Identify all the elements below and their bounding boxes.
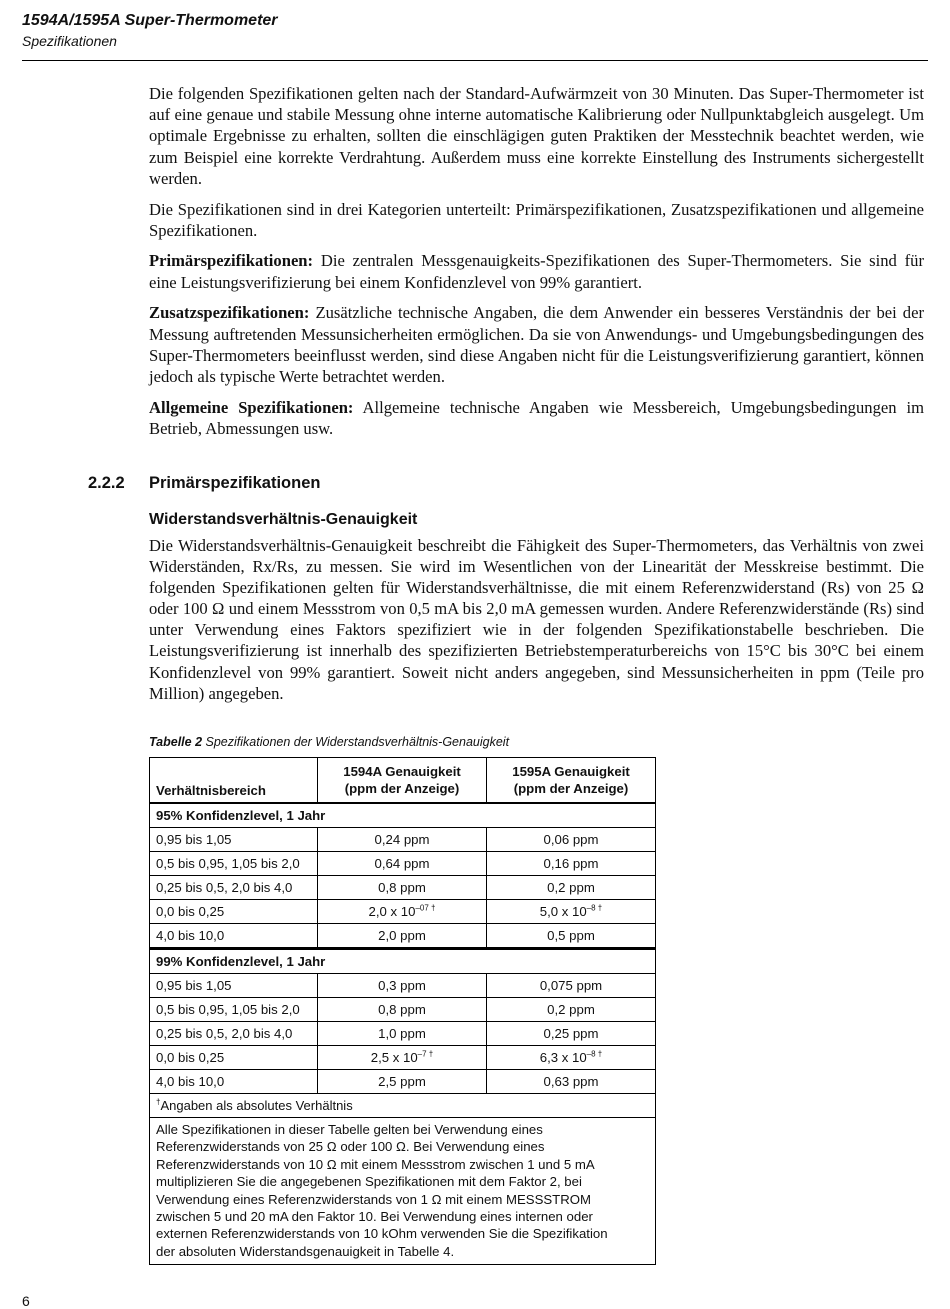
table-row [150, 974, 656, 998]
note-line: Referenzwiderstands von 10 Ω mit einem Messstrom zwischen 1 und 5 mA [156, 1156, 595, 1172]
section-heading [88, 472, 320, 494]
value-cell: 0,16 ppm [487, 852, 656, 876]
section-title: Primärspezifikationen [149, 474, 321, 492]
range-cell: 0,95 bis 1,05 [150, 828, 318, 852]
table-row [150, 1046, 656, 1070]
table-row [150, 924, 656, 949]
section-text [149, 535, 924, 704]
table-row [150, 876, 656, 900]
table-row [150, 1070, 656, 1094]
note-line: der absoluten Widerstandsgenauigkeit in Tabelle 4. [156, 1243, 455, 1259]
value-cell: 0,075 ppm [487, 974, 656, 998]
footnote-mark: † [156, 1097, 161, 1107]
spec-table [149, 757, 656, 1265]
value-cell: 0,64 ppm [318, 852, 487, 876]
section-paragraph: Die Widerstandsverhältnis-Genauigkeit beschreibt die Fähigkeit des Super-Thermometers, das Verhältnis von zwei Widerständen, Rx/Rs, zu messen. Sie wird im Wesentlichen von der Linearität der Messkreise bestimmt. Die folgenden Spezifikationen gelten für Widerstandsverhältnisse, die mit einem Referenzwiderstand (Rs) von 25 Ω oder 100 Ω und einem Messstrom von 0,5 mA bis 2,0 mA gemessen wurden. Andere Referenzwiderstände (Rs) sind unter Verwendung eines Faktors spezifiziert wie in der folgenden Spezifikationstabelle beschrieben. Die Leistungsverifizierung ist innerhalb des spezifizierten Betriebstemperaturbereichs von 15°C bis 30°C bei einem Konfidenzlevel von 99% garantiert. Soweit nicht anders angegeben, sind Messunsicherheiten in ppm (Teile pro Million) angegeben. [149, 536, 924, 703]
group-label: 95% Konfidenzlevel, 1 Jahr [150, 803, 656, 828]
note-line: zwischen 5 und 20 mA den Faktor 10. Bei Verwendung eines internen oder [156, 1209, 593, 1225]
value-cell [318, 900, 487, 924]
table-note [150, 1118, 656, 1265]
value-cell: 0,2 ppm [487, 998, 656, 1022]
term-label: Primärspezifikationen: [149, 251, 314, 271]
table-row [150, 998, 656, 1022]
table-row [150, 852, 656, 876]
caption-label: Tabelle 2 [149, 735, 203, 749]
intro-paragraph [149, 302, 924, 387]
table-row [150, 1022, 656, 1046]
value-exponent: –8 † [586, 903, 603, 913]
subsection-heading: Widerstandsverhältnis-Genauigkeit [149, 511, 418, 528]
value-cell [487, 1046, 656, 1070]
section-number: 2.2.2 [88, 474, 125, 492]
column-header-line: 1595A Genauigkeit [512, 764, 630, 779]
value-exponent: –8 † [586, 1049, 603, 1059]
term-text: Zusätzliche technische Angaben, die dem Anwender ein besseres Verständnis der bei der Messung auftretenden Messunsicherheiten ermöglichen. Da sie von Anwendungs- und Umgebungsbedingungen des Super-Thermometers beeinflusst werden, sind diese Angaben nicht für die Leistungsverifizierung garantiert, können jedoch als typische Werte betrachtet werden. [149, 303, 924, 386]
value-base: 2,0 x 10 [368, 904, 416, 919]
note-line: Referenzwiderstands von 25 Ω oder 100 Ω. Bei Verwendung eines [156, 1139, 545, 1155]
value-base: 6,3 x 10 [539, 1050, 587, 1065]
intro-paragraph [149, 250, 924, 292]
intro-paragraph [149, 397, 924, 439]
value-cell: 0,2 ppm [487, 876, 656, 900]
header-subtitle: Spezifikationen [22, 33, 117, 49]
value-cell [487, 900, 656, 924]
term-label: Allgemeine Spezifikationen: [149, 397, 354, 417]
footnote-row [150, 1094, 656, 1118]
column-header [318, 758, 487, 804]
range-cell: 0,0 bis 0,25 [150, 1046, 318, 1070]
group-label: 99% Konfidenzlevel, 1 Jahr [150, 949, 656, 974]
value-cell: 2,5 ppm [318, 1070, 487, 1094]
column-header [487, 758, 656, 804]
range-cell: 0,95 bis 1,05 [150, 974, 318, 998]
intro-paragraph: Die folgenden Spezifikationen gelten nach der Standard-Aufwärmzeit von 30 Minuten. Das Super-Thermometer ist auf eine genaue und stabile Messung ohne interne automatische Kalibrierung oder Nullpunktabgleich ausgelegt. Um optimale Ergebnisse zu erhalten, sollten die einschlägigen guten Praktiken der Messtechnik beachtet werden, wie zum Beispiel eine korrekte Verdrahtung. Außerdem muss eine korrekte Einstellung des Instruments sichergestellt werden. [149, 84, 924, 188]
value-cell: 1,0 ppm [318, 1022, 487, 1046]
value-base: 2,5 x 10 [370, 1050, 418, 1065]
table-caption [149, 734, 509, 750]
table-row [150, 828, 656, 852]
range-cell: 0,25 bis 0,5, 2,0 bis 4,0 [150, 1022, 318, 1046]
note-line: multiplizieren Sie die angegebenen Spezifikationen mit dem Faktor 2, bei [156, 1174, 582, 1190]
intro-paragraph: Die Spezifikationen sind in drei Kategorien unterteilt: Primärspezifikationen, Zusatzspezifikationen und allgemeine Spezifikationen. [149, 199, 924, 240]
value-cell: 0,63 ppm [487, 1070, 656, 1094]
range-cell: 0,5 bis 0,95, 1,05 bis 2,0 [150, 852, 318, 876]
value-cell: 0,8 ppm [318, 876, 487, 900]
intro-text [149, 83, 924, 449]
range-cell: 0,5 bis 0,95, 1,05 bis 2,0 [150, 998, 318, 1022]
range-cell: 0,25 bis 0,5, 2,0 bis 4,0 [150, 876, 318, 900]
caption-text: Spezifikationen der Widerstandsverhältnis-Genauigkeit [202, 735, 510, 749]
page-number: 6 [22, 1293, 30, 1309]
group-row [150, 803, 656, 828]
value-cell: 2,0 ppm [318, 924, 487, 949]
note-line: Alle Spezifikationen in dieser Tabelle gelten bei Verwendung eines [156, 1122, 543, 1137]
note-row [150, 1118, 656, 1265]
group-row [150, 949, 656, 974]
column-header: Verhältnisbereich [150, 758, 318, 804]
value-exponent: –7 † [417, 1049, 434, 1059]
footnote [150, 1094, 656, 1118]
page-header [22, 10, 928, 50]
term-text: Allgemeine technische Angaben wie Messbereich, Umgebungsbedingungen im Betrieb, Abmessungen usw. [149, 397, 924, 438]
range-cell: 0,0 bis 0,25 [150, 900, 318, 924]
table-row [150, 900, 656, 924]
value-cell: 0,8 ppm [318, 998, 487, 1022]
term-label: Zusatzspezifikationen: [149, 303, 310, 323]
value-cell: 0,06 ppm [487, 828, 656, 852]
table-header-row [150, 758, 656, 804]
note-line: externen Referenzwiderstands von 10 kOhm verwenden Sie die Spezifikation [156, 1226, 608, 1242]
value-cell: 0,24 ppm [318, 828, 487, 852]
footnote-text: Angaben als absolutes Verhältnis [160, 1098, 353, 1113]
value-cell: 0,25 ppm [487, 1022, 656, 1046]
term-text: Die zentralen Messgenauigkeits-Spezifikationen des Super-Thermometers. Sie sind für eine Leistungsverifizierung bei einem Konfidenzlevel von 99% garantiert. [149, 251, 924, 292]
note-line: Verwendung eines Referenzwiderstands von 1 Ω mit einem MESSSTROM [156, 1191, 591, 1207]
range-cell: 4,0 bis 10,0 [150, 924, 318, 949]
header-rule [22, 60, 928, 61]
value-base: 5,0 x 10 [539, 904, 587, 919]
header-title: 1594A/1595A Super-Thermometer [22, 12, 278, 29]
value-cell: 0,5 ppm [487, 924, 656, 949]
value-cell: 0,3 ppm [318, 974, 487, 998]
column-header-line: 1594A Genauigkeit [343, 764, 461, 779]
column-header-line: (ppm der Anzeige) [344, 781, 460, 796]
value-exponent: –07 † [415, 903, 436, 913]
column-header-line: (ppm der Anzeige) [513, 781, 629, 796]
range-cell: 4,0 bis 10,0 [150, 1070, 318, 1094]
value-cell [318, 1046, 487, 1070]
